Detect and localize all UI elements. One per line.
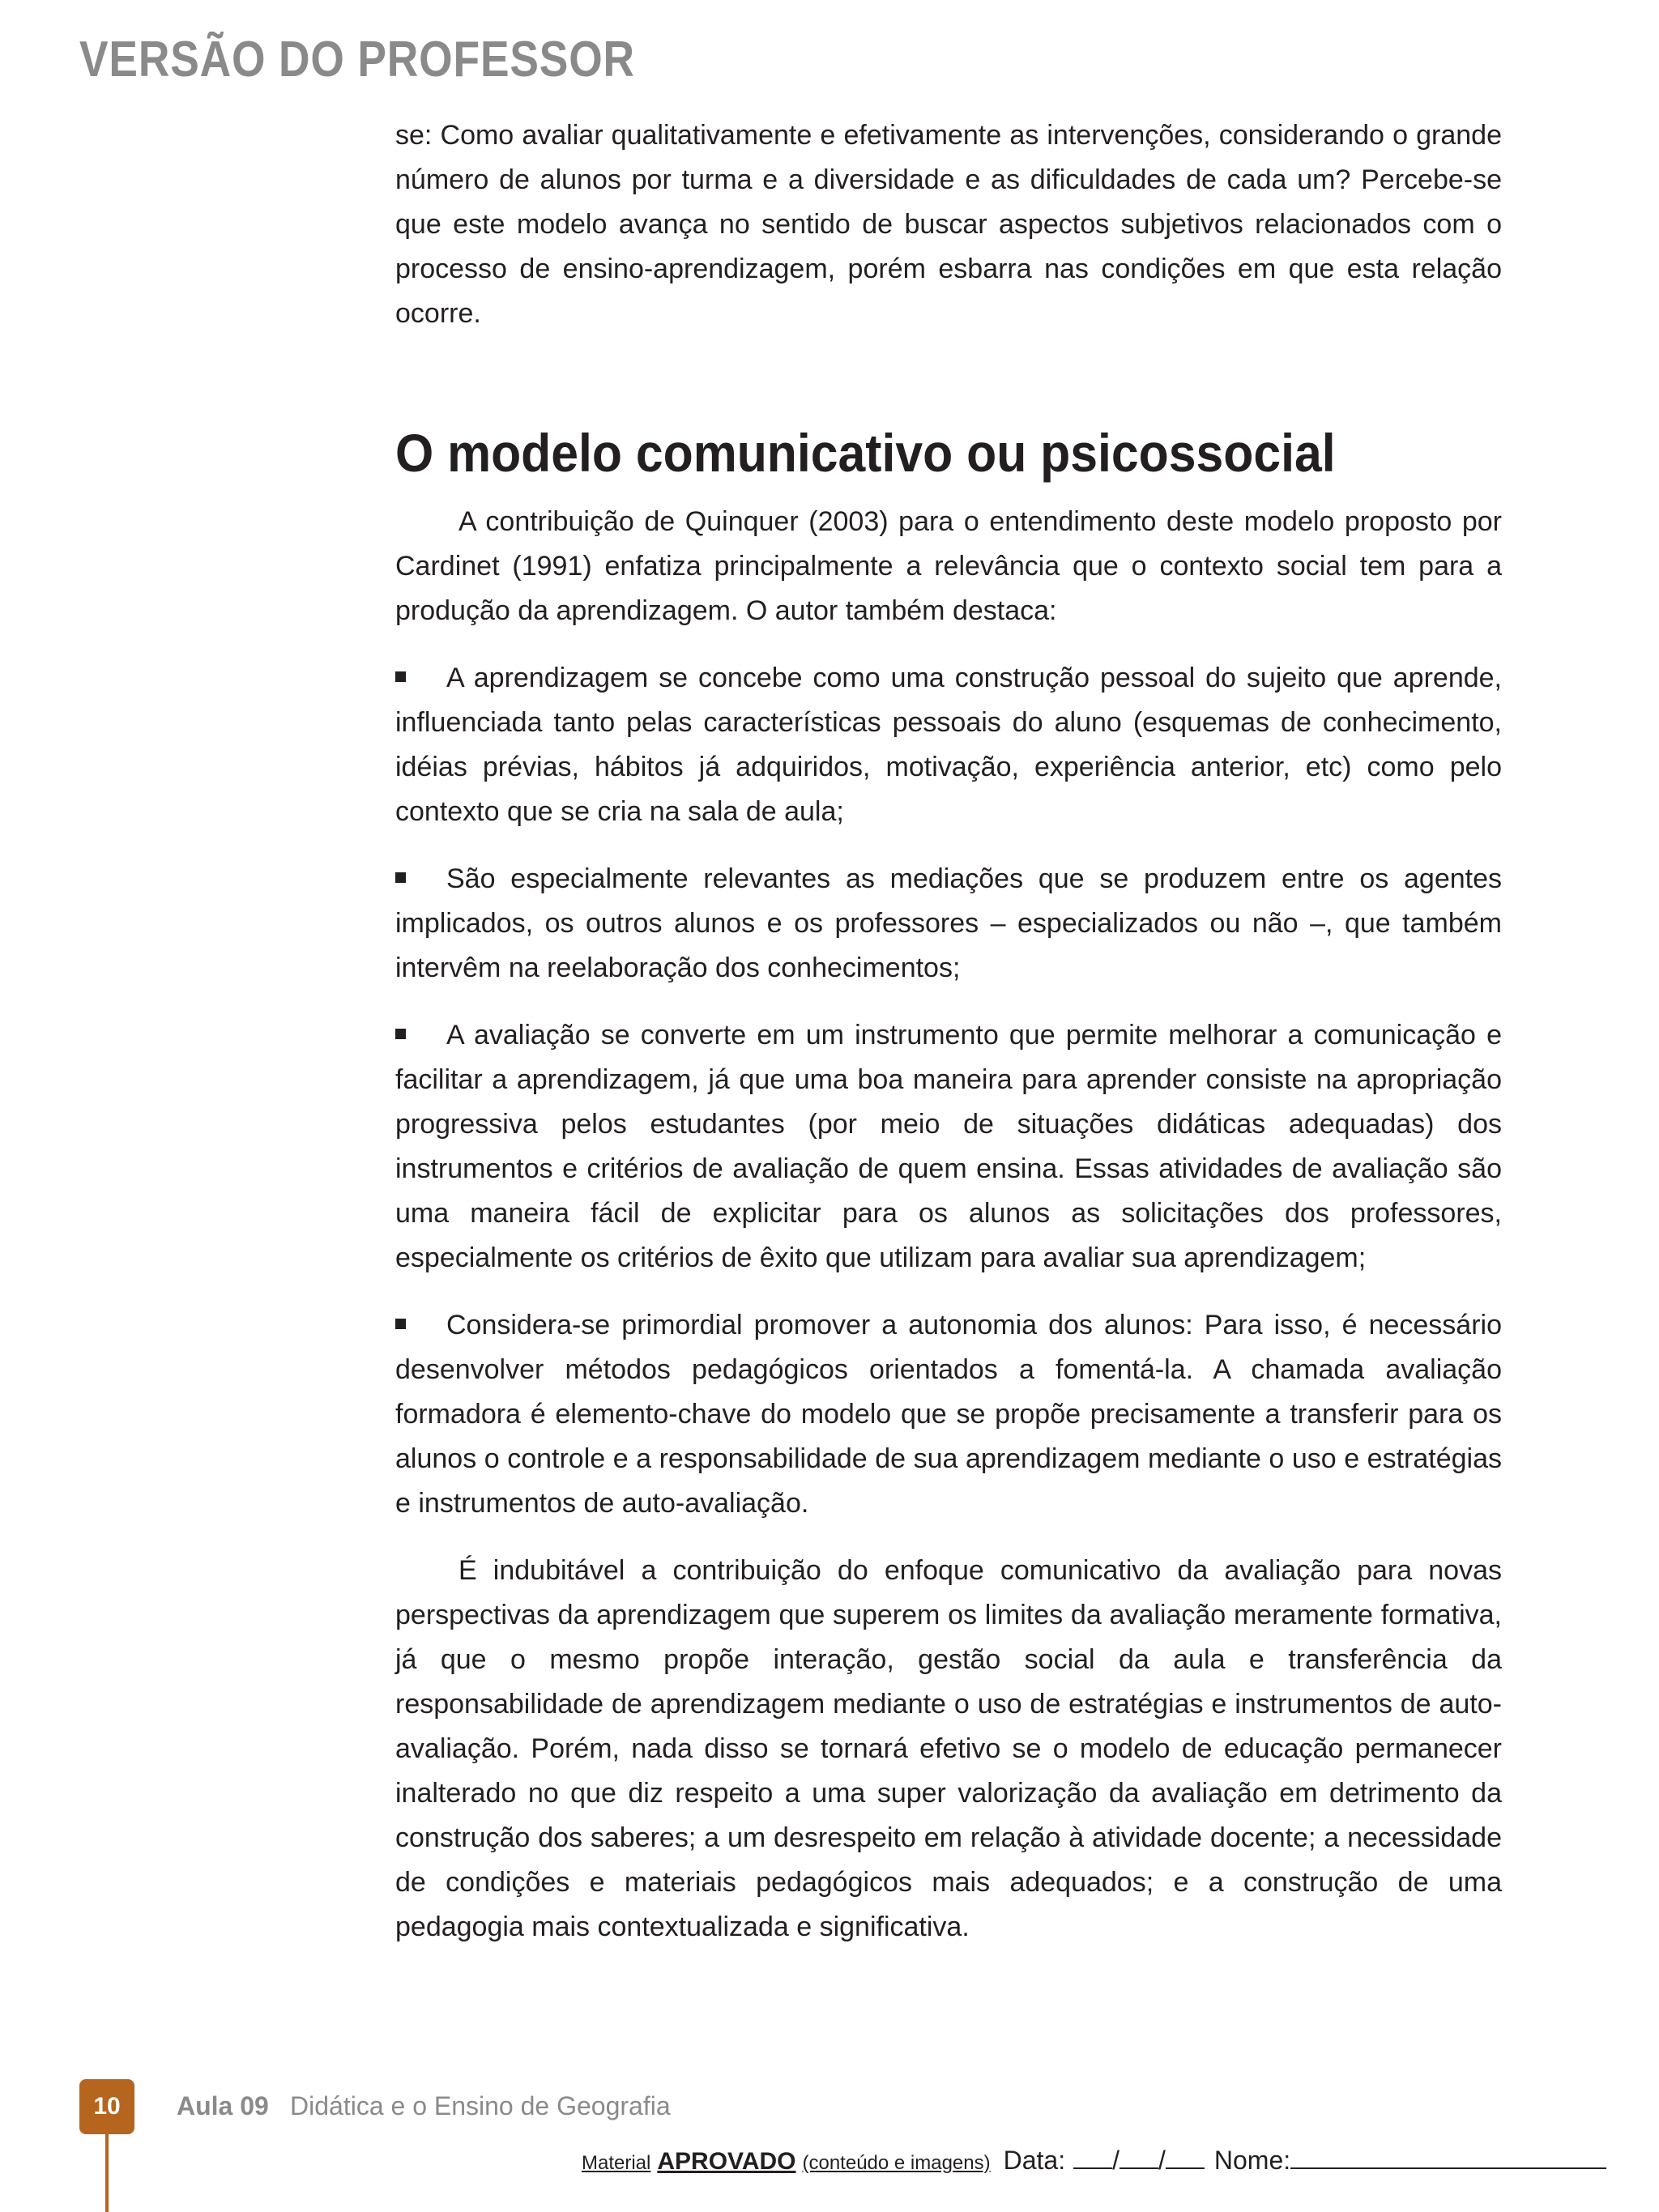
- professor-version-header: VERSÃO DO PROFESSOR: [79, 32, 635, 87]
- bullet-square-icon: [395, 1319, 406, 1329]
- page-number-badge: 10: [79, 2079, 134, 2134]
- date-day-blank[interactable]: [1073, 2145, 1112, 2169]
- intro-paragraph: se: Como avaliar qualitativamente e efetivamente as intervenções, considerando o grande número de alunos por turma e a diversidade e as dificuldades de cada um? Percebe-se que este modelo avança no sentido de buscar aspectos subjetivos relacionados com o processo de ensino-aprendizagem, porém esbarra nas condições em que esta relação ocorre.: [395, 120, 1502, 329]
- bullet-item: [395, 857, 1502, 991]
- stamp-approved-label: APROVADO: [657, 2148, 796, 2175]
- lead-paragraph: A contribuição de Quinquer (2003) para o entendimento deste modelo proposto por Cardinet (1991) enfatiza principalmente a relevância que o contexto social tem para a produção da aprendizagem. O autor também destaca:: [395, 506, 1502, 626]
- page-content: [395, 113, 1502, 1950]
- bullet-text: A avaliação se converte em um instrumento que permite melhorar a comunicação e facilitar a aprendizagem, já que uma boa maneira para aprender consiste na apropriação progressiva pelos estudantes (por meio de situações didáticas adequadas) dos instrumentos e critérios de avaliação de quem ensina. Essas atividades de avaliação são uma maneira fácil de explicitar para os alunos as solicitações dos professores, especialmente os critérios de êxito que utilizam para avaliar sua aprendizagem;: [395, 1020, 1502, 1273]
- stamp-scope-label: (conteúdo e imagens): [802, 2152, 991, 2174]
- bullet-item: [395, 656, 1502, 834]
- footer-accent-line: [105, 2134, 109, 2212]
- stamp-name-label: Nome:: [1213, 2146, 1291, 2175]
- bullet-item: [395, 1303, 1502, 1526]
- bullet-text: São especialmente relevantes as mediações que se produzem entre os agentes implicados, os outros alunos e os professores – especializados ou não –, que também intervêm na reelaboração dos conhecimentos;: [395, 863, 1502, 983]
- date-year-blank[interactable]: [1166, 2145, 1205, 2169]
- approval-stamp: Material APROVADO (conteúdo e imagens) Data: / / Nome:: [582, 2145, 1606, 2176]
- date-month-blank[interactable]: [1120, 2145, 1158, 2169]
- section-title: O modelo comunicativo ou psicossocial: [395, 423, 1336, 483]
- stamp-material-label: Material: [582, 2152, 651, 2174]
- bullet-square-icon: [395, 671, 406, 682]
- bullet-item: [395, 1013, 1502, 1281]
- lesson-label: Aula 09: [177, 2091, 269, 2120]
- bullet-text: Considera-se primordial promover a autonomia dos alunos: Para isso, é necessário desenvolver métodos pedagógicos orientados a fomentá-la. A chamada avaliação formadora é elemento-chave do modelo que se propõe precisamente a transferir para os alunos o controle e a responsabilidade de sua aprendizagem mediante o uso e estratégias e instrumentos de auto-avaliação.: [395, 1310, 1502, 1519]
- bullet-square-icon: [395, 1029, 406, 1039]
- bullet-square-icon: [395, 872, 406, 883]
- closing-paragraph: É indubitável a contribuição do enfoque comunicativo da avaliação para novas perspectivas da aprendizagem que superem os limites da avaliação meramente formativa, já que o mesmo propõe interação, gestão social da aula e transferência da responsabilidade de aprendizagem mediante o uso de estratégias e instrumentos de auto-avaliação. Porém, nada disso se tornará efetivo se o modelo de educação permanecer inalterado no que diz respeito a uma super valorização da avaliação em detrimento da construção dos saberes; a um desrespeito em relação à atividade docente; a necessidade de condições e materiais pedagógicos mais adequados; e a construção de uma pedagogia mais contextualizada e significativa.: [395, 1555, 1502, 1942]
- bullet-text: A aprendizagem se concebe como uma construção pessoal do sujeito que aprende, influenciada tanto pelas características pessoais do aluno (esquemas de conhecimento, idéias prévias, hábitos já adquiridos, motivação, experiência anterior, etc) como pelo contexto que se cria na sala de aula;: [395, 663, 1502, 827]
- stamp-date-label: Data:: [1003, 2146, 1066, 2175]
- course-title: Didática e o Ensino de Geografia: [290, 2091, 671, 2120]
- name-blank[interactable]: [1290, 2145, 1606, 2169]
